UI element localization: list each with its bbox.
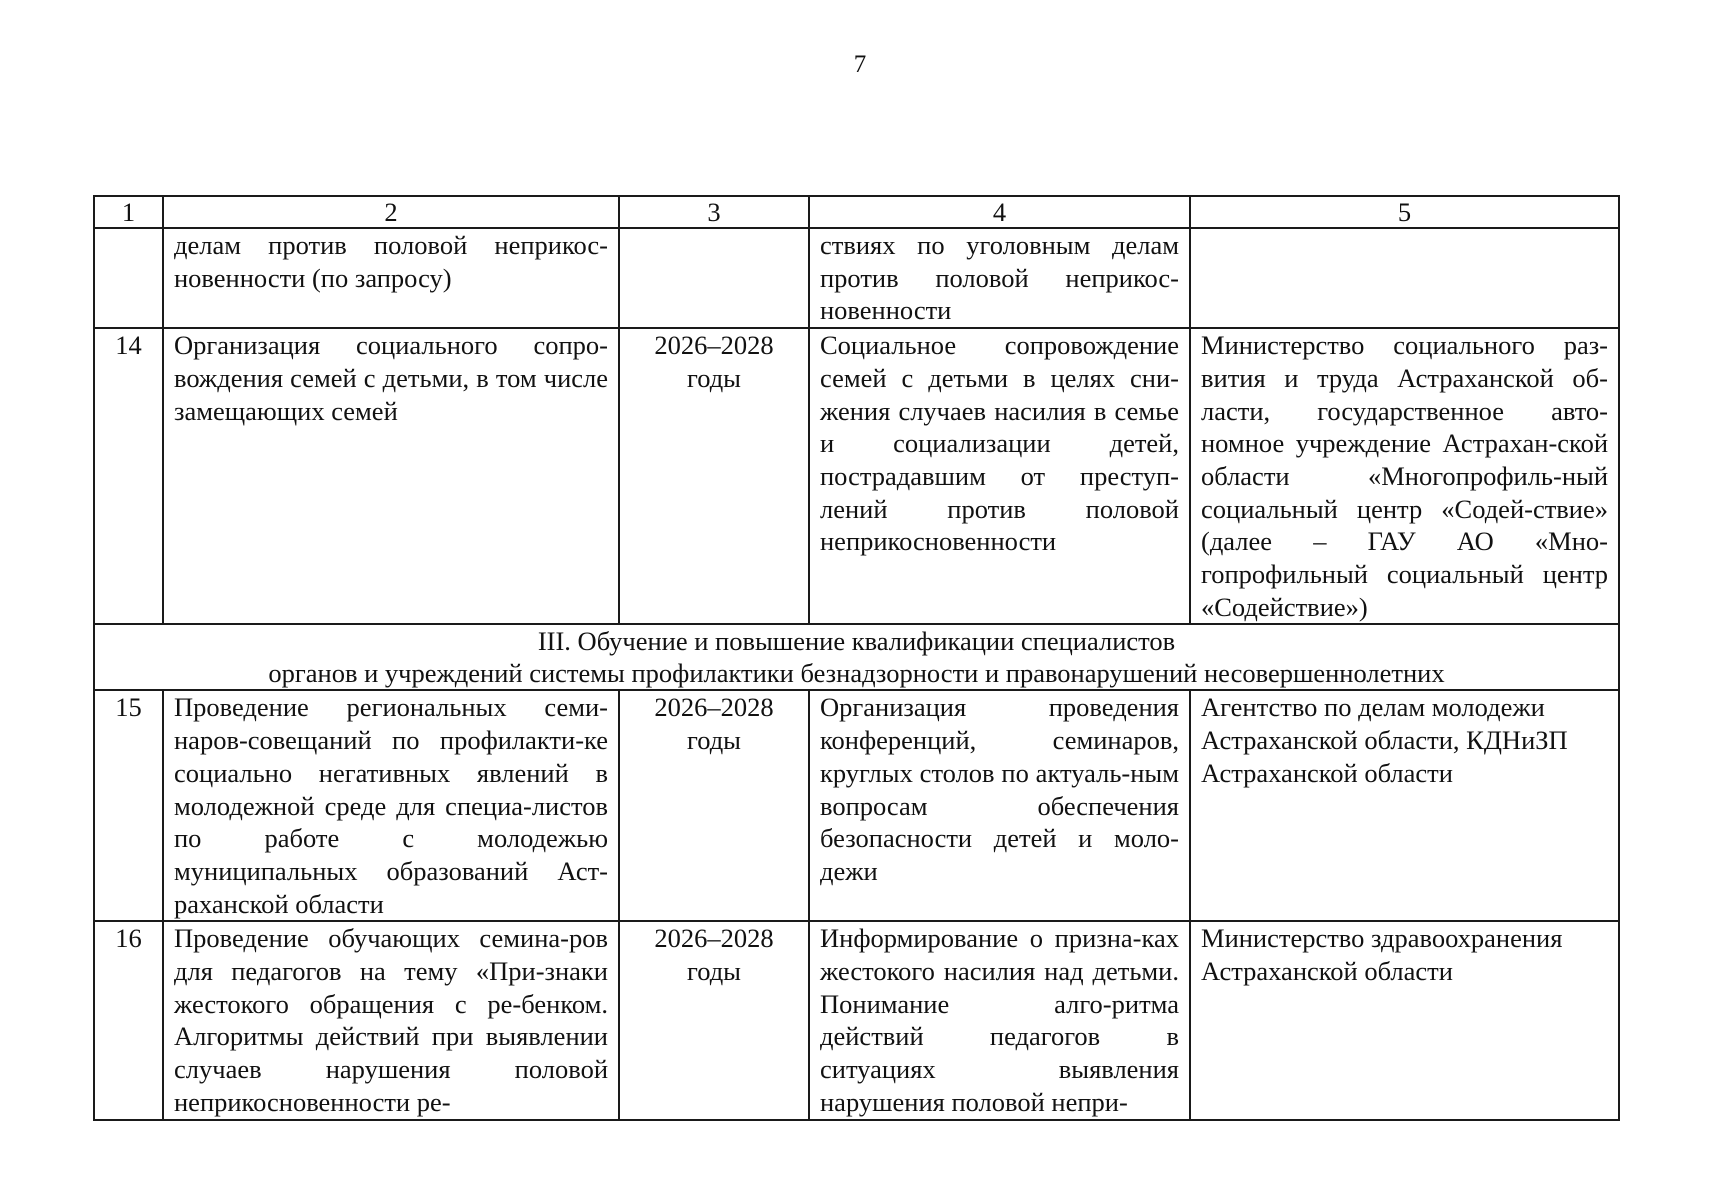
section-heading-line-1: III. Обучение и повышение квалификации специалистов — [537, 626, 1176, 657]
page-number: 7 — [853, 51, 867, 78]
event-cell: делам против половой неприкос-новенности (по запросу) — [163, 228, 619, 328]
executor-cell: Министерство здравоохранения Астраханской области — [1190, 921, 1619, 1119]
table-row-continuation — [94, 228, 1619, 328]
row-number-cell — [94, 228, 163, 328]
section-heading — [94, 624, 1619, 690]
event-cell: Организация социального сопро-вождения семей с детьми, в том числе замещающих семей — [163, 328, 619, 624]
executor-cell — [1190, 228, 1619, 328]
period-cell: 2026–2028 годы — [619, 328, 809, 624]
measures-table — [93, 195, 1620, 1121]
row-number-cell: 14 — [94, 328, 163, 624]
result-cell: Социальное сопровождение семей с детьми в целях сни-жения случаев насилия в семье и социализации детей, пострадавшим от преступ-лений против половой неприкосновенности — [809, 328, 1190, 624]
column-number-4: 4 — [809, 196, 1190, 228]
executor-cell: Министерство социального раз-вития и труда Астраханской об-ласти, государственное авто-номное учреждение Астрахан-ской области «Многопрофиль-ный социальный центр «Содей-ствие» (далее – ГАУ АО «Мно-гопрофильный социальный центр «Содействие») — [1190, 328, 1619, 624]
row-number-cell: 16 — [94, 921, 163, 1119]
column-number-5: 5 — [1190, 196, 1619, 228]
period-cell — [619, 228, 809, 328]
event-cell: Проведение обучающих семина-ров для педагогов на тему «При-знаки жестокого обращения с ре-бенком. Алгоритмы действий при выявлении случаев нарушения половой неприкосновенности ре- — [163, 921, 619, 1119]
period-cell: 2026–2028 годы — [619, 690, 809, 921]
result-cell: Организация проведения конференций, семинаров, круглых столов по актуаль-ным вопросам обеспечения безопасности детей и моло-дежи — [809, 690, 1190, 921]
table-row-16 — [94, 921, 1619, 1119]
column-number-2: 2 — [163, 196, 619, 228]
row-number-cell: 15 — [94, 690, 163, 921]
column-numbers-row — [94, 196, 1619, 228]
table-row-14 — [94, 328, 1619, 624]
event-cell: Проведение региональных семи-наров-совещаний по профилакти-ке социально негативных явлений в молодежной среде для специа-листов по работе с молодежью муниципальных образований Аст-раханской области — [163, 690, 619, 921]
result-cell: ствиях по уголовным делам против половой неприкос-новенности — [809, 228, 1190, 328]
result-cell: Информирование о призна-ках жестокого насилия над детьми. Понимание алго-ритма действий педагогов в ситуациях выявления нарушения половой непри- — [809, 921, 1190, 1119]
table-row-15 — [94, 690, 1619, 921]
column-number-3: 3 — [619, 196, 809, 228]
period-cell: 2026–2028 годы — [619, 921, 809, 1119]
executor-cell: Агентство по делам молодежи Астраханской области, КДНиЗП Астраханской области — [1190, 690, 1619, 921]
column-number-1: 1 — [94, 196, 163, 228]
section-heading-row — [94, 624, 1619, 690]
section-heading-line-2: органов и учреждений системы профилактики безнадзорности и правонарушений несовершеннолетних — [268, 658, 1445, 689]
